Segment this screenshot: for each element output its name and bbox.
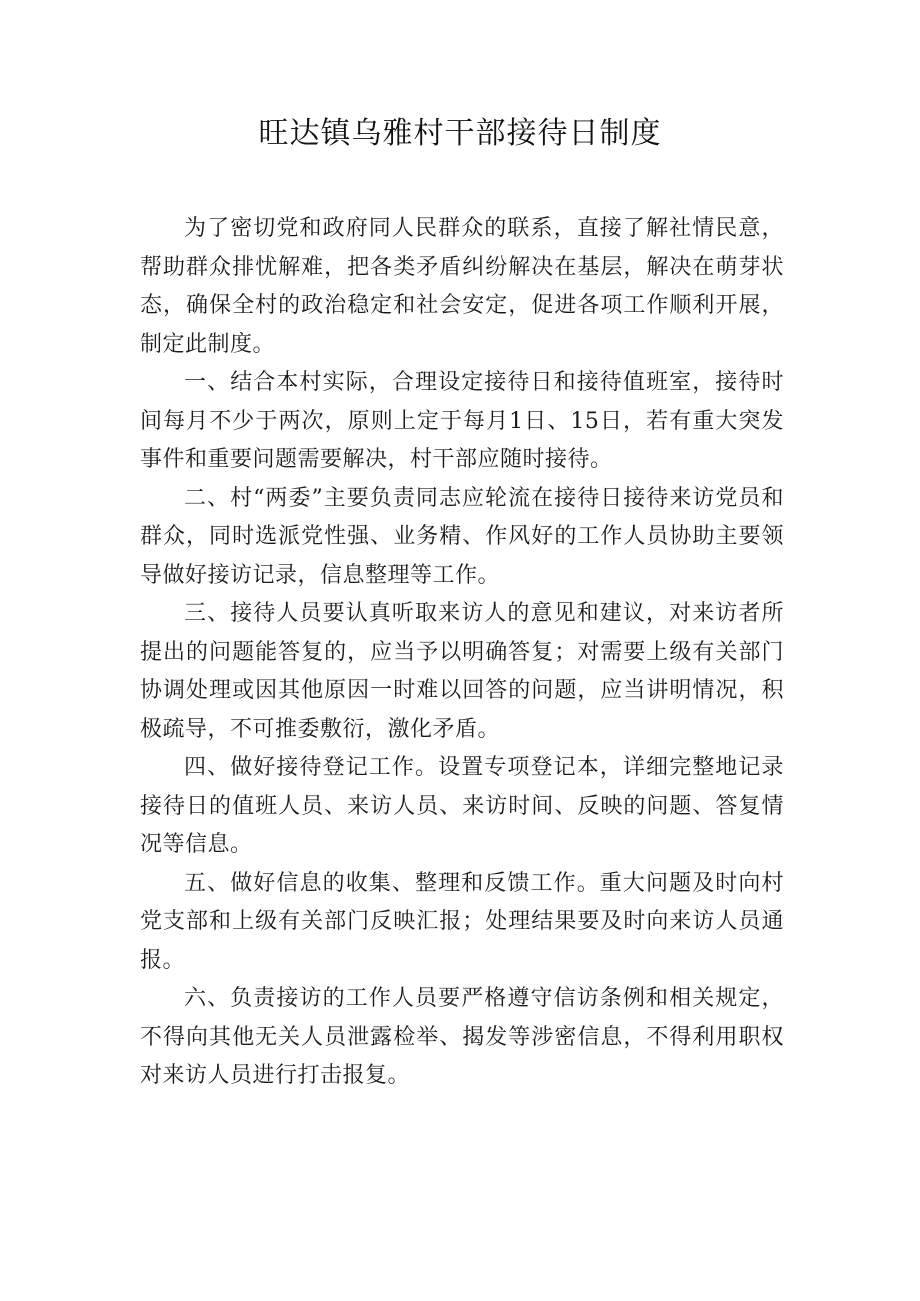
paragraph-item-6: 六、负责接访的工作人员要严格遵守信访条例和相关规定，不得向其他无关人员泄露检举、揭发等涉密信息，不得利用职权对来访人员进行打击报复。 [140,986,784,1088]
paragraph-item-1: 一、结合本村实际，合理设定接待日和接待值班室，接待时间每月不少于两次，原则上定于每月1日、15日，若有重大突发事件和重要问题需要解决，村干部应随时接待。 [140,370,784,472]
paragraph-item-3: 三、接待人员要认真听取来访人的意见和建议，对来访者所提出的问题能答复的，应当予以明确答复；对需要上级有关部门协调处理或因其他原因一时难以回答的问题，应当讲明情况，积极疏导，不可推委敷衍，激化矛盾。 [140,601,784,742]
document-body [140,210,784,1096]
paragraph-intro: 为了密切党和政府同人民群众的联系，直接了解社情民意，帮助群众排忧解难，把各类矛盾纠纷解决在基层，解决在萌芽状态，确保全村的政治稳定和社会安定，促进各项工作顺利开展，制定此制度。 [140,216,784,357]
document-title: 旺达镇乌雅村干部接待日制度 [258,116,662,151]
paragraph-item-2: 二、村“两委”主要负责同志应轮流在接待日接待来访党员和群众，同时选派党性强、业务精、作风好的工作人员协助主要领导做好接访记录，信息整理等工作。 [140,485,784,588]
paragraph-item-4: 四、做好接待登记工作。设置专项登记本，详细完整地记录接待日的值班人员、来访人员、来访时间、反映的问题、答复情况等信息。 [140,755,784,857]
paragraph-item-5: 五、做好信息的收集、整理和反馈工作。重大问题及时向村党支部和上级有关部门反映汇报；处理结果要及时向来访人员通报。 [140,870,784,973]
